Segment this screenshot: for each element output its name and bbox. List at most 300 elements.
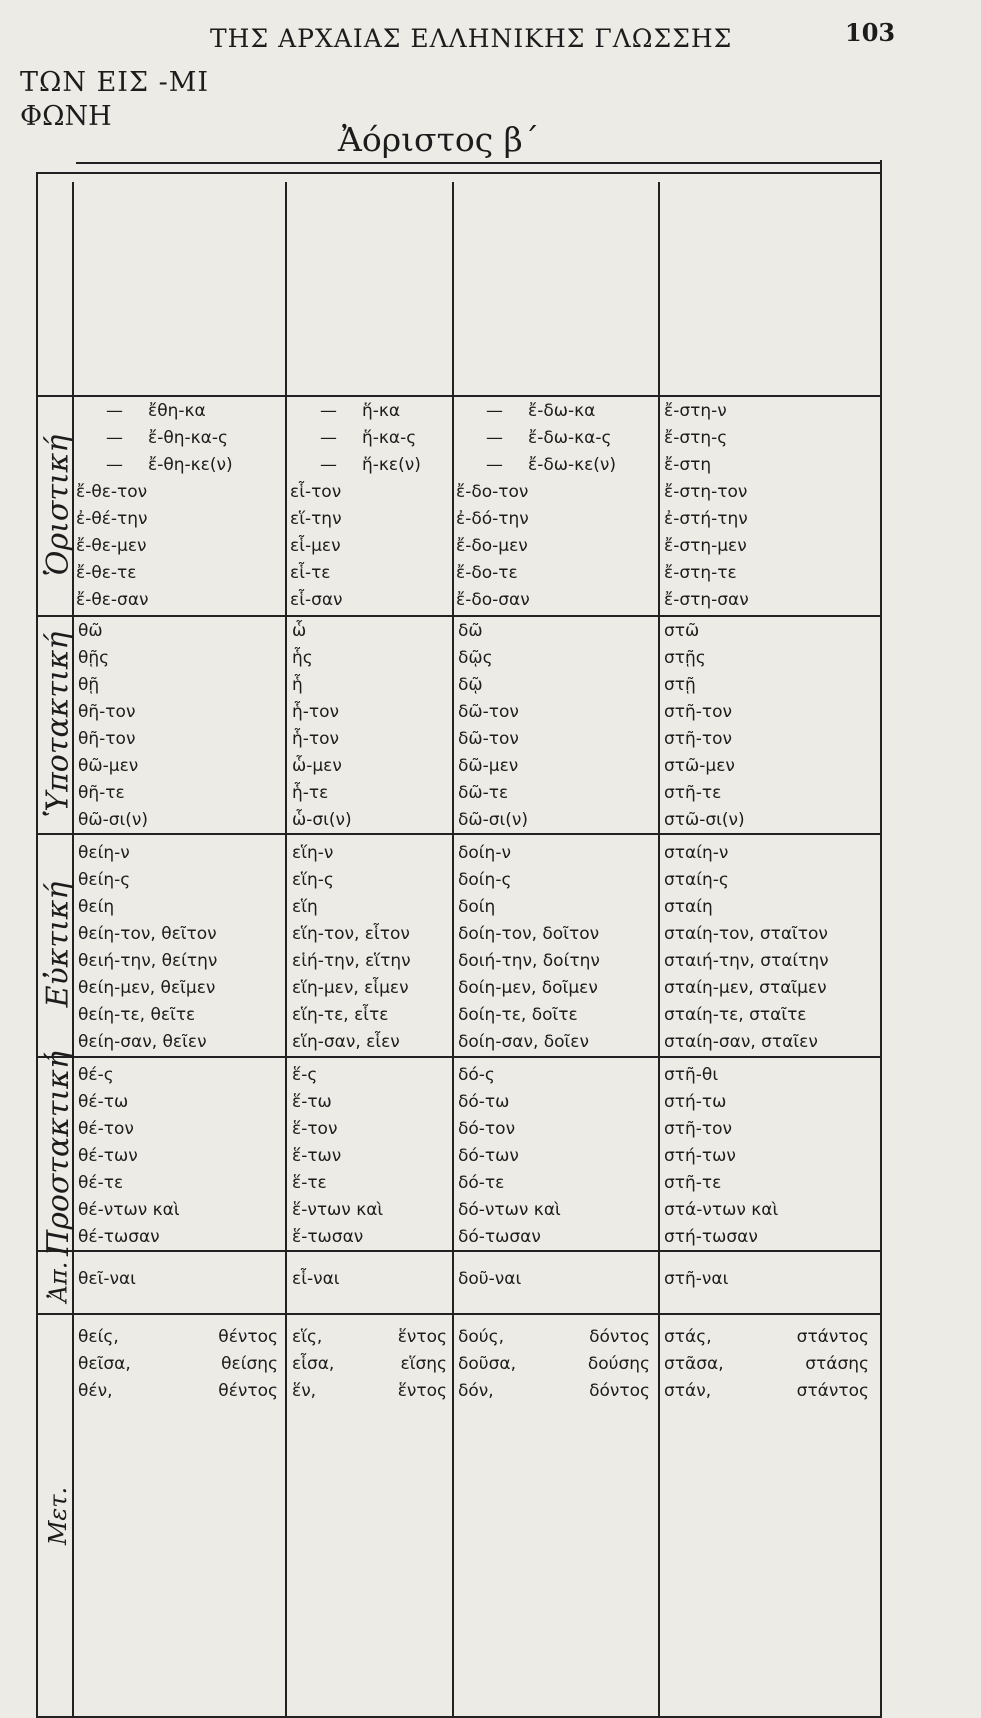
form-line xyxy=(78,780,148,807)
verb-form: θῶ-μεν xyxy=(78,756,139,776)
verb-form: θείη xyxy=(78,897,115,917)
verb-form: ἔ-δο-σαν xyxy=(456,590,530,610)
form-line xyxy=(664,1170,778,1197)
verb-form: θέ-τωσαν xyxy=(78,1227,160,1247)
verb-form: ἧ-τον xyxy=(292,729,340,749)
form-line xyxy=(664,840,829,867)
verb-form: θειή-την, θείτην xyxy=(78,951,218,971)
verb-form: στῶ-μεν xyxy=(664,756,735,776)
verb-form: δό-τε xyxy=(458,1173,505,1193)
form-line xyxy=(292,1351,447,1378)
verb-form: ἔ-δω-κα-ς xyxy=(528,428,612,448)
verb-form: δό-τω xyxy=(458,1092,510,1112)
form-line xyxy=(456,479,616,506)
optative-col2 xyxy=(292,840,411,1056)
form-line xyxy=(458,1002,600,1029)
form-line xyxy=(664,1324,869,1351)
form-line xyxy=(290,479,421,506)
form-line xyxy=(458,618,528,645)
form-line xyxy=(664,1378,869,1405)
verb-form: θείη-τε, θεῖτε xyxy=(78,1005,196,1025)
verb-form: στῆ-τε xyxy=(664,783,722,803)
form-line xyxy=(664,452,749,479)
form-line xyxy=(664,618,745,645)
form-line xyxy=(292,1197,383,1224)
form-line xyxy=(458,780,528,807)
divider-col-1 xyxy=(285,182,287,1718)
indicative-col2 xyxy=(290,398,421,614)
form-line xyxy=(664,921,829,948)
form-line xyxy=(664,425,749,452)
form-line xyxy=(292,894,411,921)
form-line xyxy=(78,1062,180,1089)
form-line xyxy=(78,726,148,753)
form-line xyxy=(292,1170,383,1197)
verb-form: στῆ-τε xyxy=(664,1173,722,1193)
form-line xyxy=(78,753,148,780)
verb-form: εἷ-τον xyxy=(290,482,342,502)
verb-form: σταίη-τε, σταῖτε xyxy=(664,1005,807,1025)
form-line xyxy=(78,699,148,726)
form-line xyxy=(458,1029,600,1056)
verb-form: ἔ-δο-τον xyxy=(456,482,529,502)
form-line xyxy=(290,560,421,587)
verb-form: ἔ-δο-μεν xyxy=(456,536,528,556)
form-line xyxy=(458,1197,561,1224)
form-line xyxy=(458,867,600,894)
dash-marker: — xyxy=(486,401,503,421)
form-part: στάς, xyxy=(664,1327,712,1347)
form-line xyxy=(78,867,217,894)
verb-form: δοίη-ν xyxy=(458,843,511,863)
verb-form: θέ-ντων καὶ xyxy=(78,1200,180,1220)
verb-form: δῶ xyxy=(458,621,483,641)
subjunctive-col4 xyxy=(664,618,745,834)
form-line xyxy=(292,780,352,807)
participle-col4 xyxy=(664,1324,869,1405)
subjunctive-col2 xyxy=(292,618,352,834)
form-line xyxy=(106,452,233,479)
mood-label-text-participle: Μετ. xyxy=(44,1486,73,1545)
form-line xyxy=(664,1089,778,1116)
form-genitive: δόντος xyxy=(589,1327,650,1347)
verb-form: δῶ-σι(ν) xyxy=(458,810,529,830)
form-line xyxy=(106,398,233,425)
form-line xyxy=(664,780,745,807)
infinitive-col1: θεῖ-ναι xyxy=(78,1269,136,1289)
side-heading-line2: ΦΩΝΗ xyxy=(20,101,112,132)
verb-form: σταίη-τον, σταῖτον xyxy=(664,924,828,944)
form-line xyxy=(78,1029,217,1056)
side-heading xyxy=(20,66,209,134)
form-line xyxy=(290,506,421,533)
mood-label-text-indicative: Ὁριστική xyxy=(40,434,76,576)
form-line xyxy=(106,425,233,452)
verb-form: ἧ xyxy=(292,675,303,695)
form-line xyxy=(292,807,352,834)
form-line xyxy=(78,921,217,948)
form-line xyxy=(458,699,528,726)
verb-form: ἔ-στη-ς xyxy=(664,428,728,448)
verb-form: δῷ xyxy=(458,675,483,695)
verb-form: εἵη xyxy=(292,897,318,917)
verb-form: ἔ-θε-τε xyxy=(76,563,137,583)
verb-form: ἔ-θη-κε(ν) xyxy=(148,455,233,475)
verb-form: ἕ-ντων καὶ xyxy=(292,1200,384,1220)
form-part: θέν, xyxy=(78,1381,113,1401)
form-genitive: ἕντος xyxy=(397,1381,447,1401)
verb-form: ἧ-τον xyxy=(292,702,340,722)
verb-form: εἱή-την, εἵτην xyxy=(292,951,411,971)
verb-form: δοίη xyxy=(458,897,496,917)
mood-label-subjunctive xyxy=(38,615,78,833)
form-line xyxy=(292,753,352,780)
verb-form: θείη-ν xyxy=(78,843,130,863)
mood-label-optative xyxy=(38,833,78,1056)
verb-form: σταιή-την, σταίτην xyxy=(664,951,829,971)
verb-form: δῶ-τε xyxy=(458,783,509,803)
form-line xyxy=(78,1116,180,1143)
form-line xyxy=(664,398,749,425)
verb-form: στή-τωσαν xyxy=(664,1227,758,1247)
form-line xyxy=(292,840,411,867)
verb-form: ἔ-θε-σαν xyxy=(76,590,149,610)
row-divider-6 xyxy=(36,1313,880,1315)
indicative-col4 xyxy=(664,398,749,614)
form-line xyxy=(76,506,233,533)
mood-label-participle xyxy=(38,1313,78,1718)
form-line xyxy=(78,1002,217,1029)
form-part: εἵς, xyxy=(292,1327,323,1347)
form-line xyxy=(78,1143,180,1170)
verb-form: θείη-σαν, θεῖεν xyxy=(78,1032,207,1052)
form-line xyxy=(664,506,749,533)
form-genitive: θέντος xyxy=(218,1327,278,1347)
mood-label-imperative xyxy=(38,1050,78,1256)
form-line xyxy=(292,975,411,1002)
form-line xyxy=(458,1378,650,1405)
verb-form: ὧ xyxy=(292,621,307,641)
form-line xyxy=(664,1351,869,1378)
form-line xyxy=(458,753,528,780)
form-line xyxy=(458,894,600,921)
form-line xyxy=(78,1378,278,1405)
verb-form: σταίη-σαν, σταῖεν xyxy=(664,1032,818,1052)
verb-form: στῶ-σι(ν) xyxy=(664,810,745,830)
dash-marker: — xyxy=(320,428,337,448)
verb-form: στῆ-τον xyxy=(664,1119,733,1139)
form-line xyxy=(78,1170,180,1197)
form-line xyxy=(458,645,528,672)
infinitive-col4: στῆ-ναι xyxy=(664,1269,729,1289)
verb-form: στή-τω xyxy=(664,1092,727,1112)
verb-form: ἕ-τωσαν xyxy=(292,1227,364,1247)
form-line xyxy=(664,894,829,921)
form-genitive: δόντος xyxy=(589,1381,650,1401)
verb-form: θῆ-τον xyxy=(78,729,136,749)
form-genitive: εἵσης xyxy=(400,1354,447,1374)
verb-form: ἔ-στη xyxy=(664,455,712,475)
verb-form: ἥ-κα-ς xyxy=(362,428,417,448)
imperative-col2 xyxy=(292,1062,383,1251)
form-line xyxy=(664,948,829,975)
form-genitive: θείσης xyxy=(221,1354,278,1374)
dash-marker: — xyxy=(106,455,123,475)
verb-form: ἥ-κα xyxy=(362,401,401,421)
verb-form: εἵ-την xyxy=(290,509,342,529)
form-line xyxy=(292,1029,411,1056)
verb-form: θῇς xyxy=(78,648,110,668)
form-line xyxy=(458,1170,561,1197)
verb-form: ἐ-δό-την xyxy=(456,509,529,529)
form-line xyxy=(76,533,233,560)
form-line xyxy=(664,726,745,753)
verb-form: δοίη-σαν, δοῖεν xyxy=(458,1032,589,1052)
form-line xyxy=(320,425,421,452)
form-line xyxy=(292,1089,383,1116)
form-line xyxy=(458,948,600,975)
indicative-col1 xyxy=(76,398,233,614)
verb-form: θέ-ς xyxy=(78,1065,114,1085)
verb-form: ἔ-στη-τον xyxy=(664,482,748,502)
form-line xyxy=(76,587,233,614)
form-line xyxy=(292,645,352,672)
form-line xyxy=(458,1116,561,1143)
side-heading-line1: ΤΩΝ ΕΙΣ -ΜΙ xyxy=(20,67,210,98)
form-line xyxy=(664,1002,829,1029)
verb-form: εἵη-μεν, εἷμεν xyxy=(292,978,409,998)
verb-form: στῶ xyxy=(664,621,700,641)
verb-form: θέ-των xyxy=(78,1146,138,1166)
verb-form: θῶ xyxy=(78,621,103,641)
verb-form: δοιή-την, δοίτην xyxy=(458,951,600,971)
form-line xyxy=(458,807,528,834)
form-line xyxy=(292,1378,447,1405)
verb-form: θείη-μεν, θεῖμεν xyxy=(78,978,216,998)
verb-form: ἕ-ς xyxy=(292,1065,318,1085)
mood-label-text-imperative: Προστακτική xyxy=(40,1050,76,1256)
verb-form: ἔ-στη-ν xyxy=(664,401,727,421)
verb-form: θέ-τε xyxy=(78,1173,124,1193)
verb-form: θέ-τον xyxy=(78,1119,134,1139)
verb-form: ἔθη-κα xyxy=(148,401,206,421)
verb-form: ἕ-των xyxy=(292,1146,342,1166)
verb-form: δοίη-τε, δοῖτε xyxy=(458,1005,578,1025)
form-line xyxy=(664,1143,778,1170)
form-line xyxy=(290,587,421,614)
verb-form: ἔ-στη-τε xyxy=(664,563,737,583)
divider-col-3 xyxy=(658,182,660,1718)
form-line xyxy=(458,726,528,753)
participle-col1 xyxy=(78,1324,278,1405)
form-line xyxy=(458,1062,561,1089)
form-line xyxy=(292,921,411,948)
verb-form: στῆ-θι xyxy=(664,1065,719,1085)
form-genitive: στάσης xyxy=(805,1354,869,1374)
optative-col3 xyxy=(458,840,600,1056)
verb-form: ἧς xyxy=(292,648,313,668)
form-line xyxy=(76,479,233,506)
row-divider-4 xyxy=(36,1056,880,1058)
mood-label-infinitive xyxy=(38,1250,78,1313)
form-part: στᾶσα, xyxy=(664,1354,724,1374)
verb-form: θείη-ς xyxy=(78,870,131,890)
form-line xyxy=(486,398,616,425)
imperative-col1 xyxy=(78,1062,180,1251)
form-line xyxy=(664,975,829,1002)
verb-form: ἐ-στή-την xyxy=(664,509,748,529)
verb-form: θῆ-τον xyxy=(78,702,136,722)
form-line xyxy=(664,867,829,894)
verb-form: σταίη-ν xyxy=(664,843,729,863)
verb-form: δῶ-τον xyxy=(458,702,519,722)
verb-form: εἷ-τε xyxy=(290,563,331,583)
table-border-top xyxy=(36,172,880,174)
form-line xyxy=(78,1351,278,1378)
form-line xyxy=(78,975,217,1002)
form-line xyxy=(664,753,745,780)
verb-form: στῆ-τον xyxy=(664,729,733,749)
form-line xyxy=(458,1224,561,1251)
imperative-col4 xyxy=(664,1062,778,1251)
verb-form: σταίη xyxy=(664,897,713,917)
verb-form: εἷ-μεν xyxy=(290,536,341,556)
infinitive-col2: εἷ-ναι xyxy=(292,1269,340,1289)
verb-form: ἔ-δω-κε(ν) xyxy=(528,455,617,475)
verb-form: σταίη-μεν, σταῖμεν xyxy=(664,978,827,998)
form-line xyxy=(292,948,411,975)
verb-form: δό-ς xyxy=(458,1065,495,1085)
form-line xyxy=(320,398,421,425)
verb-form: θῶ-σι(ν) xyxy=(78,810,149,830)
verb-form: δό-των xyxy=(458,1146,519,1166)
dash-marker: — xyxy=(320,401,337,421)
verb-form: ἔ-δο-τε xyxy=(456,563,518,583)
optative-col4 xyxy=(664,840,829,1056)
verb-form: εἵη-ς xyxy=(292,870,334,890)
verb-form: ἔ-στη-σαν xyxy=(664,590,749,610)
form-line xyxy=(292,867,411,894)
form-part: θεῖσα, xyxy=(78,1354,131,1374)
mood-label-text-subjunctive: Ὑποτακτική xyxy=(40,631,76,817)
verb-form: δό-τωσαν xyxy=(458,1227,541,1247)
form-line xyxy=(292,1143,383,1170)
form-line xyxy=(664,533,749,560)
form-line xyxy=(664,587,749,614)
running-title: ΤΗΣ ΑΡΧΑΙΑΣ ΕΛΛΗΝΙΚΗΣ ΓΛΩΣΣΗΣ xyxy=(210,24,733,53)
verb-form: δοίη-ς xyxy=(458,870,512,890)
form-line xyxy=(78,1197,180,1224)
imperative-col3 xyxy=(458,1062,561,1251)
mood-label-indicative xyxy=(38,395,78,615)
form-line xyxy=(664,1197,778,1224)
verb-form: ἕ-τω xyxy=(292,1092,332,1112)
verb-form: δοίη-τον, δοῖτον xyxy=(458,924,600,944)
form-line xyxy=(664,479,749,506)
form-line xyxy=(292,1116,383,1143)
divider-col-2 xyxy=(452,182,454,1718)
form-line xyxy=(78,645,148,672)
mood-label-text-infinitive: Ἀπ. xyxy=(44,1261,73,1302)
mood-label-text-optative: Εὐκτική xyxy=(40,881,76,1008)
verb-form: στά-ντων καὶ xyxy=(664,1200,779,1220)
verb-form: ἐ-θέ-την xyxy=(76,509,148,529)
verb-form: εἵη-τε, εἷτε xyxy=(292,1005,389,1025)
form-line xyxy=(664,672,745,699)
form-part: δόν, xyxy=(458,1381,494,1401)
form-line xyxy=(458,1324,650,1351)
form-line xyxy=(78,894,217,921)
verb-form: θῆ-τε xyxy=(78,783,125,803)
form-part: δοῦσα, xyxy=(458,1354,517,1374)
verb-form: θῇ xyxy=(78,675,100,695)
verb-form: ἔ-θε-τον xyxy=(76,482,148,502)
form-line xyxy=(292,1224,383,1251)
form-line xyxy=(456,560,616,587)
form-line xyxy=(664,560,749,587)
form-line xyxy=(456,587,616,614)
form-part: δούς, xyxy=(458,1327,505,1347)
verb-form: ἔ-θη-κα-ς xyxy=(148,428,228,448)
form-line xyxy=(292,618,352,645)
form-line xyxy=(78,672,148,699)
participle-col2 xyxy=(292,1324,447,1405)
form-line xyxy=(320,452,421,479)
form-line xyxy=(486,425,616,452)
form-line xyxy=(456,506,616,533)
verb-form: ὧ-σι(ν) xyxy=(292,810,352,830)
form-genitive: στάντος xyxy=(796,1327,869,1347)
verb-form: ἧ-τε xyxy=(292,783,329,803)
indicative-col3 xyxy=(456,398,617,614)
verb-form: ὧ-μεν xyxy=(292,756,342,776)
form-part: εἷσα, xyxy=(292,1354,335,1374)
form-genitive: θέντος xyxy=(218,1381,278,1401)
verb-form: ἕ-τον xyxy=(292,1119,338,1139)
form-line xyxy=(78,618,148,645)
form-line xyxy=(78,840,217,867)
form-line xyxy=(456,533,616,560)
infinitive-col3: δοῦ-ναι xyxy=(458,1269,522,1289)
verb-form: στῇς xyxy=(664,648,706,668)
verb-form: δό-τον xyxy=(458,1119,516,1139)
form-line xyxy=(78,1324,278,1351)
form-line xyxy=(664,1029,829,1056)
verb-form: εἷ-σαν xyxy=(290,590,343,610)
subjunctive-col3 xyxy=(458,618,528,834)
form-line xyxy=(664,1116,778,1143)
subjunctive-col1 xyxy=(78,618,148,834)
table-border-right xyxy=(880,160,882,1718)
form-genitive: ἕντος xyxy=(397,1327,447,1347)
form-line xyxy=(664,645,745,672)
page-number: 103 xyxy=(845,18,896,47)
form-line xyxy=(290,533,421,560)
verb-form: θείη-τον, θεῖτον xyxy=(78,924,217,944)
row-divider-2 xyxy=(36,615,880,617)
form-line xyxy=(76,560,233,587)
verb-form: ἥ-κε(ν) xyxy=(362,455,421,475)
form-line xyxy=(458,1089,561,1116)
participle-col3 xyxy=(458,1324,650,1405)
verb-form: ἕ-τε xyxy=(292,1173,327,1193)
row-divider-1 xyxy=(36,395,880,397)
verb-form: δό-ντων καὶ xyxy=(458,1200,561,1220)
verb-form: δοίη-μεν, δοῖμεν xyxy=(458,978,598,998)
form-line xyxy=(292,672,352,699)
form-line xyxy=(78,807,148,834)
form-part: στάν, xyxy=(664,1381,712,1401)
